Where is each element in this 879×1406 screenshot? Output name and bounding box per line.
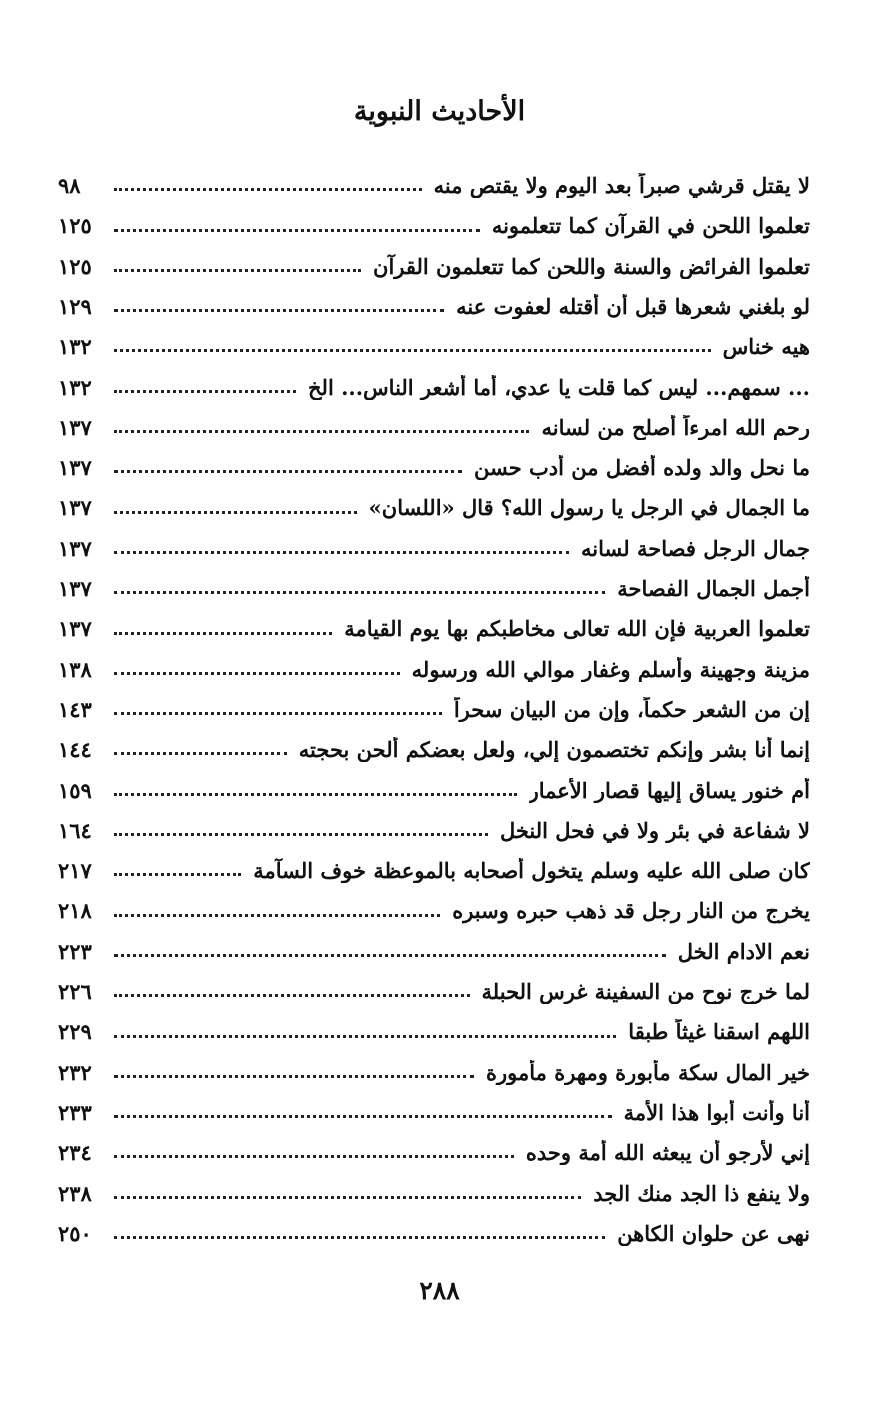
- index-entry: [58, 642, 810, 682]
- index-entry: [58, 843, 810, 883]
- entry-text: إن من الشعر حكماً، وإن من البيان سحراً: [453, 696, 810, 722]
- dot-leader: [114, 954, 666, 957]
- page-title: الأحاديث النبوية: [353, 96, 526, 127]
- index-entry: [58, 1045, 810, 1085]
- dot-leader: [114, 390, 296, 393]
- entry-page-number: ١٥٩: [58, 777, 92, 803]
- entry-page-number: ٢٢٣: [58, 938, 92, 964]
- dot-leader: [114, 229, 480, 232]
- hadith-index-list: [58, 158, 810, 1246]
- dot-leader: [114, 833, 488, 836]
- entry-text: لا يقتل قرشي صبراً بعد اليوم ولا يقتص منه: [433, 173, 810, 199]
- dot-leader: [114, 752, 287, 755]
- entry-text: هيه خناس: [722, 334, 810, 360]
- entry-text: أجمل الجمال الفصاحة: [617, 576, 810, 602]
- entry-page-number: ١٤٣: [58, 696, 92, 722]
- entry-text: خير المال سكة مأبورة ومهرة مأمورة: [486, 1059, 810, 1085]
- dot-leader: [114, 712, 442, 715]
- entry-page-number: ٢٣٨: [58, 1180, 92, 1206]
- entry-text: إنما أنا بشر وإنكم تختصمون إلي، ولعل بعضكم ألحن بحجته: [298, 737, 810, 763]
- entry-page-number: ١٣٧: [58, 495, 92, 521]
- index-entry: [58, 279, 810, 319]
- entry-text: لما خرج نوح من السفينة غرس الحبلة: [481, 979, 810, 1005]
- entry-page-number: ١٣٧: [58, 455, 92, 481]
- dot-leader: [114, 349, 711, 352]
- entry-page-number: ١٣٧: [58, 535, 92, 561]
- index-entry: [58, 359, 810, 399]
- index-entry: [58, 601, 810, 641]
- entry-text: مزينة وجهينة وأسلم وغفار موالي الله ورسوله: [411, 656, 810, 682]
- dot-leader: [114, 188, 422, 191]
- dot-leader: [114, 793, 517, 796]
- dot-leader: [114, 551, 569, 554]
- entry-text: نعم الادام الخل: [677, 938, 810, 964]
- entry-text: تعلموا العربية فإن الله تعالى مخاطبكم بها يوم القيامة: [344, 616, 810, 642]
- entry-page-number: ٢٢٩: [58, 1019, 92, 1045]
- entry-page-number: ١٢٥: [58, 213, 92, 239]
- index-entry: [58, 924, 810, 964]
- entry-page-number: ٩٨: [58, 173, 81, 199]
- entry-page-number: ١٢٥: [58, 253, 92, 279]
- entry-text: رحم الله امرءاً أصلح من لسانه: [541, 414, 810, 440]
- entry-text: نهى عن حلوان الكاهن: [617, 1220, 810, 1246]
- dot-leader: [114, 1155, 514, 1158]
- dot-leader: [114, 470, 462, 473]
- entry-page-number: ١٣٧: [58, 616, 92, 642]
- dot-leader: [114, 1035, 616, 1038]
- dot-leader: [114, 672, 400, 675]
- index-entry: [58, 158, 810, 198]
- entry-page-number: ٢٢٦: [58, 979, 92, 1005]
- dot-leader: [114, 873, 241, 876]
- index-entry: [58, 762, 810, 802]
- index-entry: [58, 964, 810, 1004]
- entry-text: أم خنور يساق إليها قصار الأعمار: [528, 777, 810, 803]
- entry-page-number: ٢١٧: [58, 858, 92, 884]
- index-entry: [58, 480, 810, 520]
- entry-text: أنا وأنت أبوا هذا الأمة: [623, 1099, 810, 1125]
- entry-page-number: ٢٣٢: [58, 1059, 92, 1085]
- entry-text: يخرج من النار رجل قد ذهب حبره وسبره: [452, 898, 810, 924]
- entry-page-number: ٢١٨: [58, 898, 92, 924]
- dot-leader: [114, 1115, 612, 1118]
- index-entry: [58, 319, 810, 359]
- entry-text: ... سمهم... ليس كما قلت يا عدي، أما أشعر الناس... الخ: [308, 374, 810, 400]
- index-entry: [58, 1125, 810, 1165]
- dot-leader: [114, 1075, 474, 1078]
- entry-text: اللهم اسقنا غيثاً طبقا: [628, 1019, 810, 1045]
- entry-text: ما نحل والد ولده أفضل من أدب حسن: [474, 455, 810, 481]
- entry-page-number: ١٣٧: [58, 576, 92, 602]
- index-entry: [58, 561, 810, 601]
- dot-leader: [114, 994, 470, 997]
- entry-page-number: ٢٣٤: [58, 1140, 92, 1166]
- entry-page-number: ١٢٩: [58, 294, 92, 319]
- dot-leader: [114, 1196, 581, 1199]
- entry-page-number: ٢٥٠: [58, 1220, 92, 1246]
- dot-leader: [114, 914, 440, 917]
- entry-page-number: ١٣٧: [58, 414, 92, 440]
- entry-page-number: ١٤٤: [58, 737, 92, 763]
- entry-text: لا شفاعة في بئر ولا في فحل النخل: [499, 817, 810, 843]
- entry-page-number: ٢٣٣: [58, 1099, 92, 1125]
- index-entry: [58, 722, 810, 762]
- index-entry: [58, 883, 810, 923]
- entry-text: ما الجمال في الرجل يا رسول الله؟ قال «اللسان»: [368, 495, 810, 521]
- entry-page-number: ١٣٢: [58, 334, 92, 360]
- index-entry: [58, 239, 810, 279]
- entry-page-number: ١٦٤: [58, 817, 92, 843]
- index-entry: [58, 400, 810, 440]
- dot-leader: [114, 1236, 605, 1239]
- entry-text: لو بلغني شعرها قبل أن أقتله لعفوت عنه: [456, 294, 810, 319]
- index-entry: [58, 1004, 810, 1044]
- index-entry: [58, 1085, 810, 1125]
- index-entry: [58, 682, 810, 722]
- index-entry: [58, 1206, 810, 1246]
- index-entry: [58, 198, 810, 238]
- dot-leader: [114, 591, 605, 594]
- dot-leader: [114, 430, 529, 433]
- index-entry: [58, 521, 810, 561]
- entry-text: تعلموا اللحن في القرآن كما تتعلمونه: [491, 213, 810, 239]
- dot-leader: [114, 511, 357, 514]
- dot-leader: [114, 269, 361, 272]
- dot-leader: [114, 632, 332, 635]
- entry-text: كان صلى الله عليه وسلم يتخول أصحابه بالموعظة خوف السآمة: [253, 858, 810, 884]
- entry-text: جمال الرجل فصاحة لسانه: [581, 535, 810, 561]
- page-number: ٢٨٨: [419, 1276, 460, 1305]
- index-entry: [58, 1165, 810, 1205]
- entry-text: إني لأرجو أن يبعثه الله أمة وحده: [525, 1140, 810, 1166]
- dot-leader: [114, 309, 444, 312]
- index-entry: [58, 440, 810, 480]
- entry-text: تعلموا الفرائض والسنة واللحن كما تتعلمون القرآن: [373, 253, 810, 279]
- entry-text: ولا ينفع ذا الجد منك الجد: [593, 1180, 810, 1206]
- index-entry: [58, 803, 810, 843]
- entry-page-number: ١٣٢: [58, 374, 92, 400]
- entry-page-number: ١٣٨: [58, 656, 92, 682]
